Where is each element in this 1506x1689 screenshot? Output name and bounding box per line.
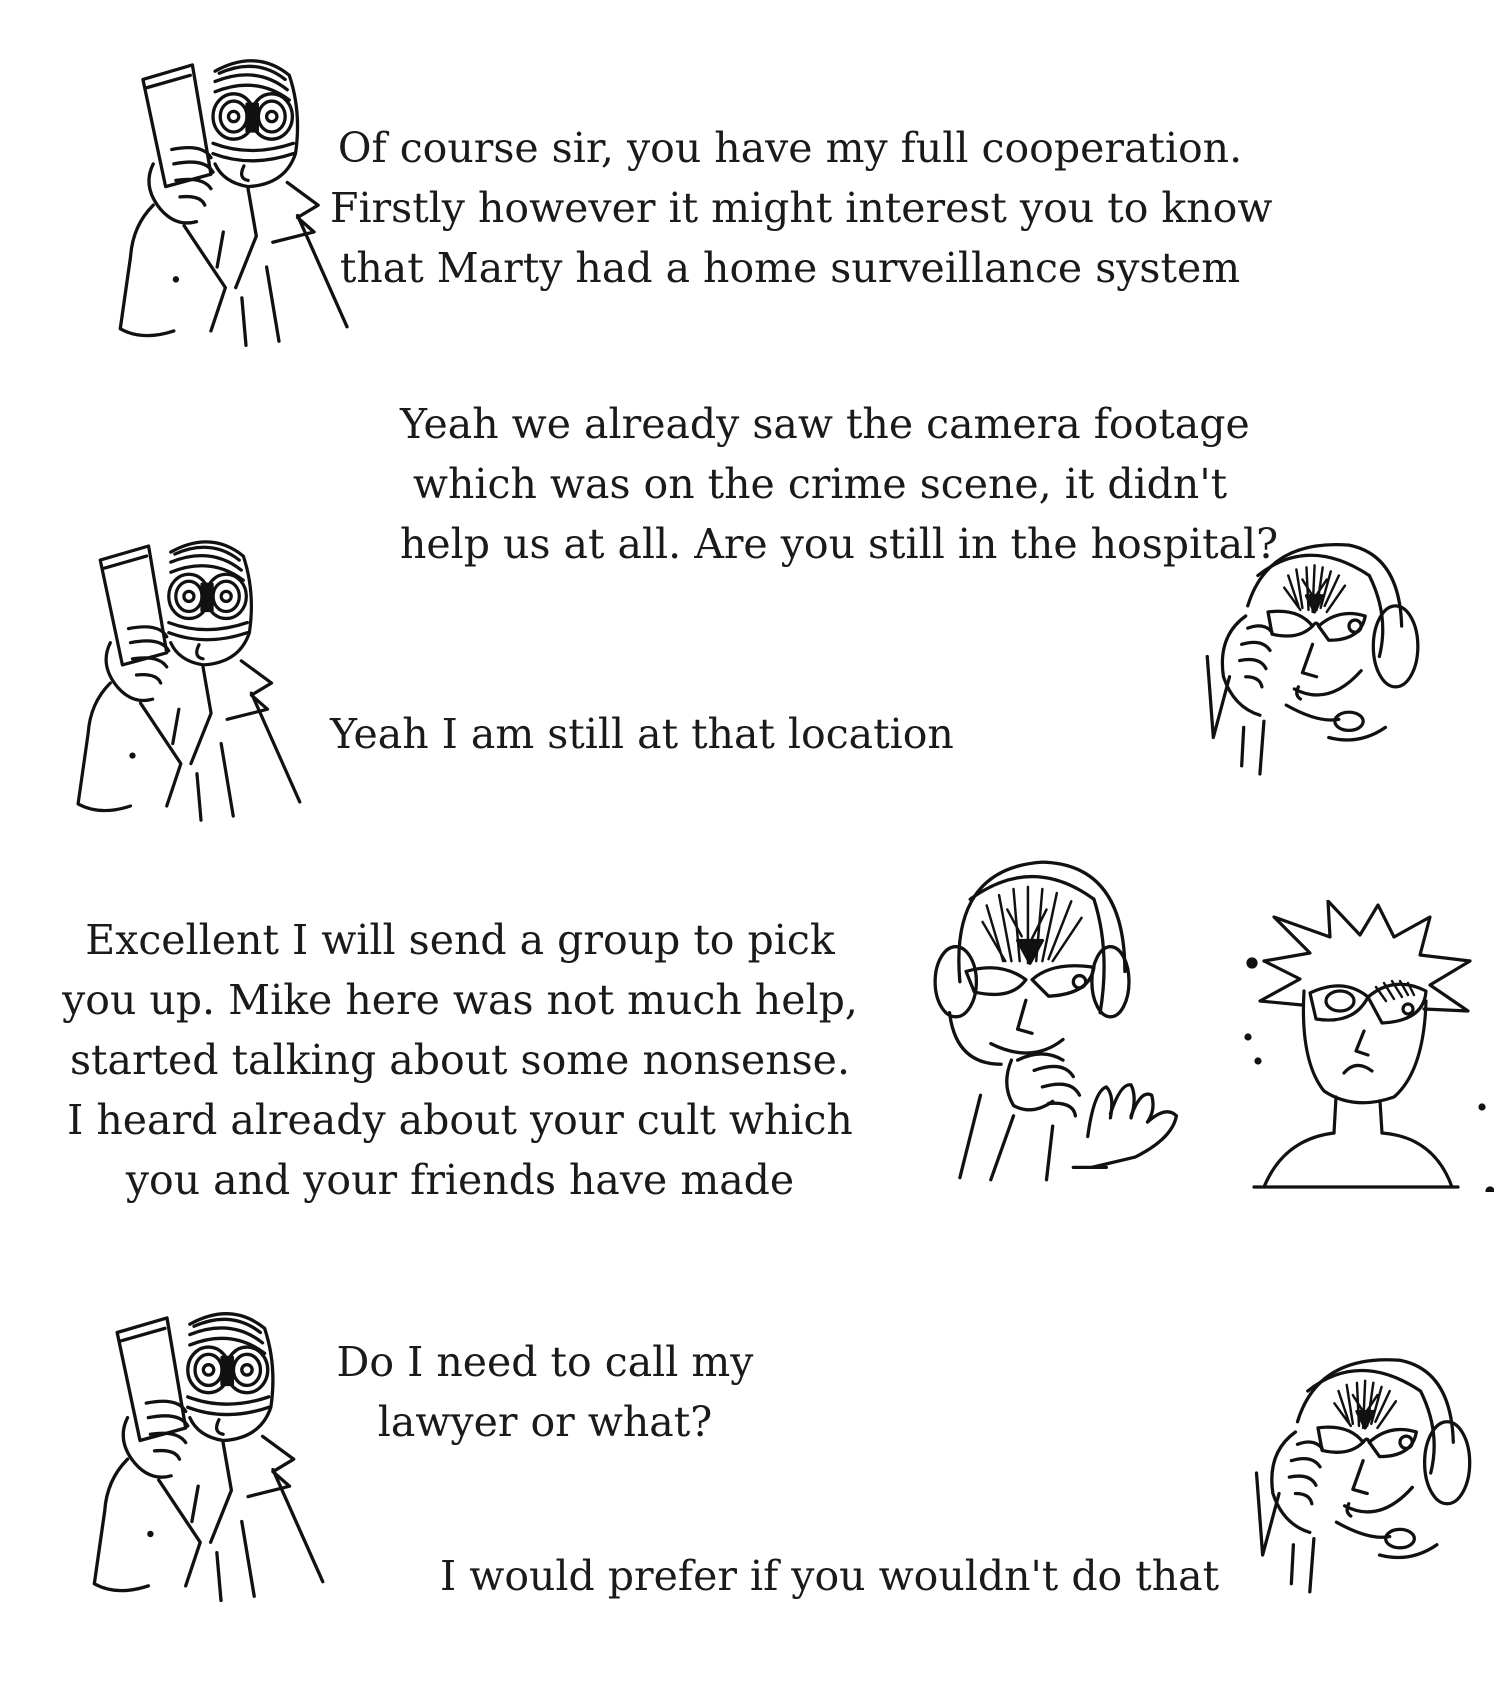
dialogue-text: help us at all. Are you still in the hospital? [400, 520, 1279, 568]
dialogue-line-3 [330, 704, 954, 764]
doctor-phone-figure-3 [86, 1302, 356, 1606]
doctor-phone-icon [86, 1302, 356, 1606]
dialogue-text: Do I need to call my [336, 1338, 754, 1386]
dialogue-line-1 [330, 118, 1273, 298]
headset-agent-figure-2 [1234, 1350, 1484, 1596]
dialogue-text: Excellent I will send a group to pick [85, 916, 835, 964]
doctor-phone-figure-2 [70, 530, 332, 826]
dialogue-text: I would prefer if you wouldn't do that [440, 1552, 1220, 1600]
dialogue-text: Yeah I am still at that location [330, 710, 954, 758]
dialogue-line-4 [40, 910, 880, 1210]
dialogue-line-6 [440, 1546, 1220, 1606]
dialogue-text: Of course sir, you have my full cooperation. [337, 124, 1243, 172]
dialogue-text: Firstly however it might interest you to know [330, 184, 1273, 232]
dialogue-text: that Marty had a home surveillance system [339, 244, 1241, 292]
dialogue-text: which was on the crime scene, it didn't [412, 460, 1228, 508]
dialogue-text: started talking about some nonsense. [70, 1036, 850, 1084]
dialogue-text: I heard already about your cult which [67, 1096, 853, 1144]
dialogue-line-2 [400, 394, 1279, 574]
dialogue-text: Yeah we already saw the camera footage [400, 400, 1250, 448]
dialogue-line-5 [330, 1332, 760, 1452]
dialogue-text: lawyer or what? [377, 1398, 713, 1446]
headset-agent-icon [1234, 1350, 1484, 1596]
spiky-hair-figure [1244, 900, 1494, 1192]
dialogue-text: you up. Mike here was not much help, [62, 976, 858, 1024]
headset-agent-gesturing-figure [918, 858, 1208, 1188]
spiky-hair-icon [1244, 900, 1494, 1192]
dialogue-text: you and your friends have made [125, 1156, 795, 1204]
doctor-phone-icon [70, 530, 332, 826]
headset-agent-gesturing-icon [918, 858, 1208, 1188]
